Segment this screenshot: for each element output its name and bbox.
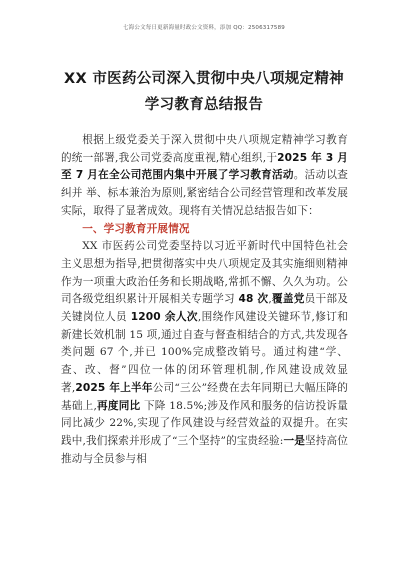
intro-text-2: 。活动以查纠并 举、标本兼治为原则,紧密结合公司经营管理和改革发展实际，取得了显著成效。现将有关情况总结报告如下：: [61, 169, 348, 217]
p2-bold-1: 48 次: [238, 293, 269, 306]
p2-text-4: ,围绕作风建设关键环节,修订和新建长效机制 15 项,通过自查与督查相结合的方式,共发现各类问题 67 个,并已 100%完成整改销号。通过构建“学、查、改、督”四位一体的闭环管理机制,作风建设成效显著,: [61, 311, 348, 394]
p2-bold-3: 1200 余人次: [130, 311, 198, 324]
header-note: 七海公文每日更新海量时政公文资料，添加 QQ：2506317589: [122, 25, 285, 31]
p2-text-6: 下降 18.5%;涉及作风和服务的信访投诉量同比减少 22%,实现了作风建设与经营效益的双提升。在实践中,我们探索并形成了“三个坚持”的宝贵经验:: [61, 399, 348, 447]
document-body: [61, 132, 348, 468]
intro-text-1: 根据上级党委关于深入贯彻中央八项规定精神学习教育的统一部署,我公司党委高度重视,精心组织,于: [61, 134, 348, 164]
section-1-heading: 一、学习教育开展情况: [82, 222, 190, 235]
intro-bold-1: 2025 年 3 月至 7 月在全公司范围内集中开展了学习教育活动: [61, 151, 348, 182]
p2-text-5: 公司“三公”经费在去年同期已大幅压降的基础上,: [61, 381, 348, 412]
p2-bold-6: 一是: [283, 434, 306, 447]
p2-text-1: XX 市医药公司党委坚持以习近平新时代中国特色社会主义思想为指导,把贯彻落实中央八项规定及其实施细则精神作为一项重大政治任务和长期战略,常抓不懈、久久为功。公司各级党组织累计开展相关专题学习: [61, 240, 348, 306]
document-title-line-2: 学习教育总结报告: [144, 97, 264, 113]
p2-bold-4: 2025 年上半年: [75, 381, 153, 394]
section-1-paragraph: [61, 238, 348, 468]
p2-bold-2: 覆盖党: [271, 293, 305, 306]
p2-text-2: ,: [268, 293, 272, 306]
document-title-line-1: XX 市医药公司深入贯彻中央八项规定精神: [64, 71, 344, 87]
intro-paragraph: [61, 132, 348, 221]
p2-bold-5: 再度同比: [96, 399, 141, 412]
p2-text-3: 员干部及关键岗位人员: [61, 293, 349, 324]
p2-text-7: 坚持高位推动与全员参与相: [61, 434, 348, 465]
